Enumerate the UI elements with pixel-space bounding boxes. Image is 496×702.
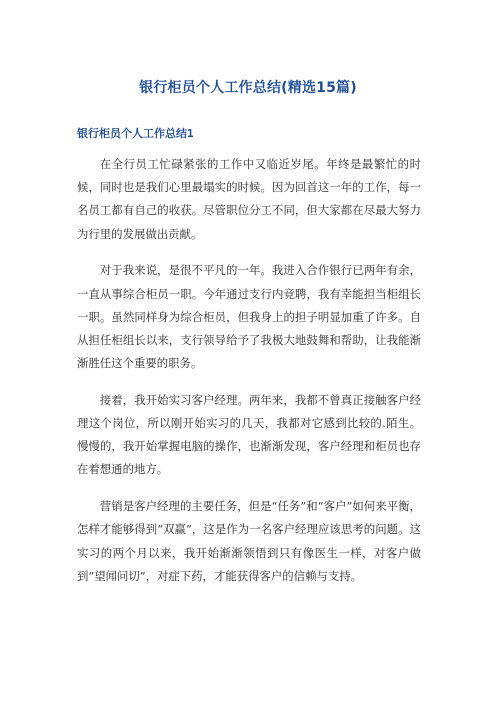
paragraph: 对于我来说，是很不平凡的一年。我进入合作银行已两年有余，一直从事综合柜员一职。今年通过支行内竞聘，我有幸能担当柜组长一职。虽然同样身为综合柜员，但我身上的担子明显加重了许多。自从担任柜组长以来，支行领导给予了我极大地鼓舞和帮助，让我能渐渐胜任这个重要的职务。 bbox=[77, 263, 421, 371]
section-heading: 银行柜员个人工作总结1 bbox=[77, 127, 194, 140]
body-text bbox=[77, 153, 421, 601]
paragraph: 营销是客户经理的主要任务，但是“任务”和“客户”如何来平衡，怎样才能够得到“双赢”，这是作为一名客户经理应该思考的问题。这实习的两个月以来，我开始渐渐领悟到只有像医生一样，对客户做到“望闻问切”，对症下药，才能获得客户的信赖与支持。 bbox=[77, 499, 421, 583]
document-title: 银行柜员个人工作总结(精选15篇) bbox=[139, 80, 357, 96]
paragraph: 接着，我开始实习客户经理。两年来，我都不曾真正接触客户经理这个岗位，所以刚开始实习的几天，我都对它感到比较的.陌生。慢慢的，我开始掌握电脑的操作，也渐渐发现，客户经理和柜员也存在着想通的地方。 bbox=[77, 392, 421, 477]
paragraph: 在全行员工忙碌紧张的工作中又临近岁尾。年终是最繁忙的时候，同时也是我们心里最塌实的时候。因为回首这一年的工作，每一名员工都有自己的收获。尽管职位分工不同，但大家都在尽最大努力为行里的发展做出贡献。 bbox=[77, 157, 421, 241]
